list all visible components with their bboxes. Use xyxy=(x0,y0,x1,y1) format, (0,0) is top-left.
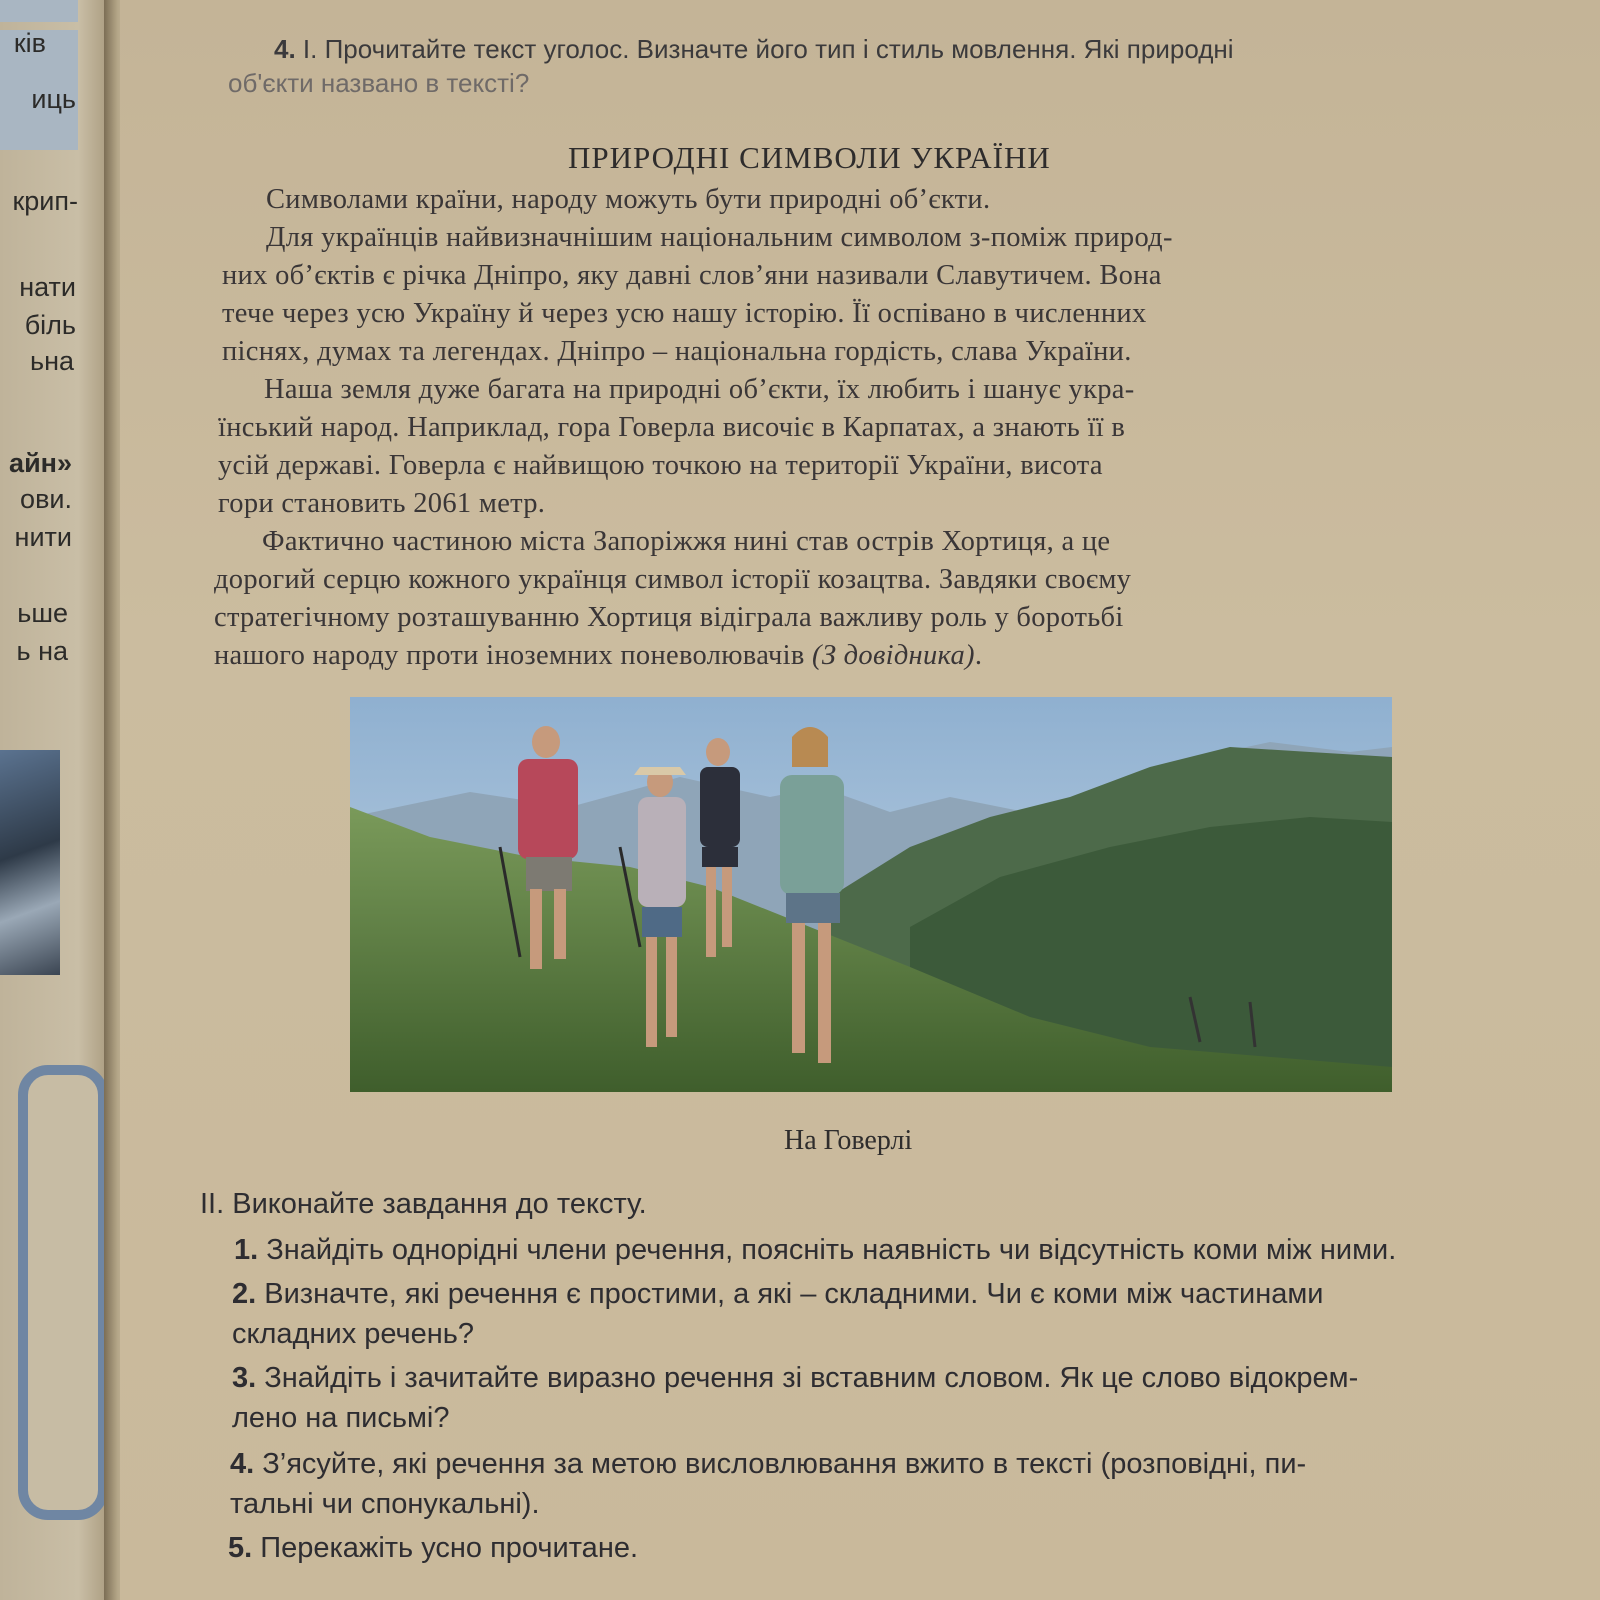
task-number: 3. xyxy=(232,1362,257,1394)
task-number: 4. xyxy=(230,1448,255,1480)
left-page-text: ьше xyxy=(17,598,68,628)
hiking-photo-illustration xyxy=(350,697,1392,1092)
article-source: (З довідника) xyxy=(812,640,975,671)
article-line: Фактично частиною міста Запоріжжя нині став острів Хортиця, а це xyxy=(262,526,1111,557)
article-line: гори становить 2061 метр. xyxy=(218,488,546,519)
left-page-text: ови. xyxy=(20,484,72,514)
left-page-text: ь на xyxy=(16,636,68,666)
article-line: Символами країни, народу можуть бути природні об’єкти. xyxy=(266,184,991,215)
left-page-text: нати xyxy=(19,272,76,302)
tasks-header-number: II. xyxy=(200,1188,225,1220)
left-page-text: ків xyxy=(13,28,46,58)
article-line: усій державі. Говерла є найвищою точкою на території України, висота xyxy=(218,450,1103,481)
task-number: 2. xyxy=(232,1278,257,1310)
article-line: піснях, думах та легендах. Дніпро – національна гордість, слава України. xyxy=(222,336,1132,367)
left-facing-page xyxy=(0,0,112,1600)
task-number: 1. xyxy=(234,1234,259,1266)
task-item xyxy=(230,1448,1306,1481)
exercise-prompt-line2: об'єкти названо в тексті? xyxy=(228,68,530,98)
task-text-continued: лено на письмі? xyxy=(232,1402,450,1434)
task-text: Перекажіть усно прочитане. xyxy=(260,1532,639,1564)
article-line: стратегічному розташуванню Хортиця відіграла важливу роль у боротьбі xyxy=(214,602,1124,633)
photo-caption: На Говерлі xyxy=(784,1125,913,1156)
article-source-end: . xyxy=(974,640,983,671)
left-page-text: иць xyxy=(31,84,76,114)
hiking-photo xyxy=(350,697,1392,1092)
task-item xyxy=(234,1234,1396,1267)
task-number: 5. xyxy=(228,1532,253,1564)
left-page-text: біль xyxy=(24,310,76,340)
left-page-text: нити xyxy=(14,522,72,552)
tasks-header-text: Виконайте завдання до тексту. xyxy=(232,1188,647,1220)
article-line: Для українців найвизначнішим національним символом з-поміж природ- xyxy=(266,222,1173,253)
task-text-continued: складних речень? xyxy=(232,1318,475,1350)
left-page-text: ьна xyxy=(30,346,74,376)
task-text-continued: тальні чи спонукальні). xyxy=(230,1488,540,1520)
left-page-text: айн» xyxy=(9,448,72,478)
task-item xyxy=(232,1278,1324,1311)
article-line: нашого народу проти іноземних поневолювачів xyxy=(214,640,805,671)
article-line: тече через усю Україну й через усю нашу історію. Її оспівано в численних xyxy=(222,298,1147,329)
task-text: Знайдіть однорідні члени речення, поясніть наявність чи відсутність коми між ними. xyxy=(266,1234,1397,1266)
task-text: З’ясуйте, які речення за метою висловлювання вжито в тексті (розповідні, пи- xyxy=(262,1448,1307,1480)
left-page-text: крип- xyxy=(12,186,78,216)
exercise-prompt xyxy=(274,34,1234,65)
article-line: дорогий серцю кожного українця символ історії козацтва. Завдяки своєму xyxy=(214,564,1132,595)
exercise-part: I. xyxy=(302,34,318,64)
exercise-number: 4. xyxy=(274,34,296,64)
left-page-decoration xyxy=(18,1065,108,1520)
article-line: Наша земля дуже багата на природні об’єкти, їх любить і шанує укра- xyxy=(264,374,1135,405)
task-text: Визначте, які речення є простими, а які – складними. Чи є коми між частинами xyxy=(264,1278,1324,1310)
article-line: їнський народ. Наприклад, гора Говерла височіє в Карпатах, а знають її в xyxy=(218,412,1126,443)
task-text: Знайдіть і зачитайте виразно речення зі вставним словом. Як це слово відокрем- xyxy=(264,1362,1359,1394)
left-page-photo xyxy=(0,750,60,975)
article-line: них об’єктів є річка Дніпро, яку давні слов’яни називали Славутичем. Вона xyxy=(222,260,1162,291)
exercise-prompt-line1: Прочитайте текст уголос. Визначте його тип і стиль мовлення. Які природні xyxy=(324,34,1234,64)
task-item xyxy=(228,1532,638,1565)
article-line-last xyxy=(214,640,982,672)
task-item xyxy=(232,1362,1358,1395)
article-title: ПРИРОДНІ СИМВОЛИ УКРАЇНИ xyxy=(568,140,1051,175)
left-page-tab xyxy=(0,0,78,22)
tasks-header xyxy=(200,1188,647,1221)
